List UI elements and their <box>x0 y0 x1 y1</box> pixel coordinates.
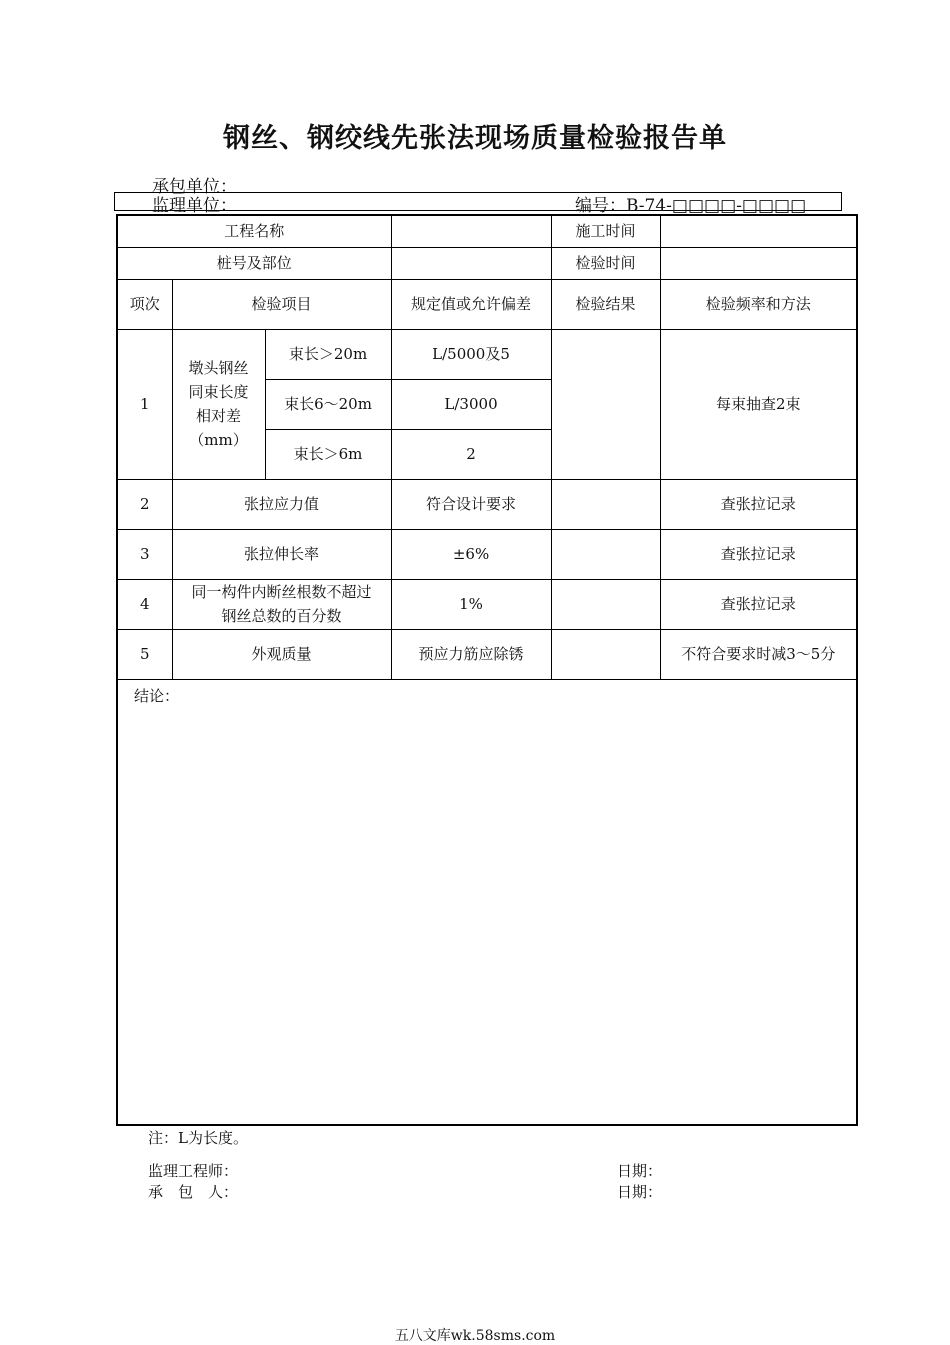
row-method: 不符合要求时减3～5分 <box>660 629 857 679</box>
col-result: 检验结果 <box>551 279 660 329</box>
contractor-person-label: 承 包 人： <box>148 1183 239 1201</box>
date-label-contractor: 日期： <box>617 1183 663 1201</box>
conclusion-label: 结论： <box>134 686 180 705</box>
station-label: 桩号及部位 <box>117 247 391 279</box>
row-spec: 1% <box>391 579 551 629</box>
supervisor-label: 监理单位： <box>152 196 237 216</box>
row-spec: 预应力筋应除锈 <box>391 629 551 679</box>
engineer-label: 监理工程师： <box>148 1162 239 1180</box>
inspection-time-label: 检验时间 <box>551 247 660 279</box>
row-item: 墩头钢丝同束长度相对差（mm） <box>172 329 265 479</box>
result-cell[interactable] <box>551 329 660 479</box>
watermark-text: 五八文库wk.58sms.com <box>394 1328 556 1344</box>
row-item: 同一构件内断丝根数不超过钢丝总数的百分数 <box>172 579 391 629</box>
info-row-1 <box>117 215 857 247</box>
table-row <box>117 529 857 579</box>
col-spec: 规定值或允许偏差 <box>391 279 551 329</box>
sub-item-spec: L/5000及5 <box>391 329 551 379</box>
result-cell[interactable] <box>551 529 660 579</box>
inspection-time-value[interactable] <box>660 247 857 279</box>
row-method: 查张拉记录 <box>660 579 857 629</box>
row-method: 查张拉记录 <box>660 479 857 529</box>
row-item: 张拉伸长率 <box>172 529 391 579</box>
project-name-value[interactable] <box>391 215 551 247</box>
info-row-2 <box>117 247 857 279</box>
col-method: 检验频率和方法 <box>660 279 857 329</box>
date-label-engineer: 日期： <box>617 1162 663 1180</box>
sub-item-spec: 2 <box>391 429 551 479</box>
column-header-row <box>117 279 857 329</box>
table-row <box>117 579 857 629</box>
row-spec: ±6% <box>391 529 551 579</box>
table-row <box>117 629 857 679</box>
row-no: 1 <box>117 329 172 479</box>
footnote: 注：L为长度。 <box>148 1129 248 1147</box>
project-name-label: 工程名称 <box>117 215 391 247</box>
row-no: 5 <box>117 629 172 679</box>
row-method: 每束抽查2束 <box>660 329 857 479</box>
construction-time-value[interactable] <box>660 215 857 247</box>
row-no: 2 <box>117 479 172 529</box>
page-title: 钢丝、钢绞线先张法现场质量检验报告单 <box>223 123 727 154</box>
sub-item-label: 束长＞20m <box>265 329 391 379</box>
contractor-label: 承包单位： <box>152 177 237 197</box>
conclusion-row <box>117 679 857 1125</box>
construction-time-label: 施工时间 <box>551 215 660 247</box>
table-row <box>117 329 857 379</box>
station-value[interactable] <box>391 247 551 279</box>
col-item: 检验项目 <box>172 279 391 329</box>
result-cell[interactable] <box>551 579 660 629</box>
row-item: 外观质量 <box>172 629 391 679</box>
code-label: 编号：B-74-□□□□-□□□□ <box>575 196 807 216</box>
sub-item-spec: L/3000 <box>391 379 551 429</box>
table-row <box>117 479 857 529</box>
conclusion-field[interactable] <box>117 679 857 1125</box>
inspection-table <box>116 214 858 1126</box>
row-no: 3 <box>117 529 172 579</box>
row-method: 查张拉记录 <box>660 529 857 579</box>
row-no: 4 <box>117 579 172 629</box>
row-spec: 符合设计要求 <box>391 479 551 529</box>
result-cell[interactable] <box>551 479 660 529</box>
sub-item-label: 束长＞6m <box>265 429 391 479</box>
result-cell[interactable] <box>551 629 660 679</box>
col-no: 项次 <box>117 279 172 329</box>
sub-item-label: 束长6～20m <box>265 379 391 429</box>
row-item: 张拉应力值 <box>172 479 391 529</box>
